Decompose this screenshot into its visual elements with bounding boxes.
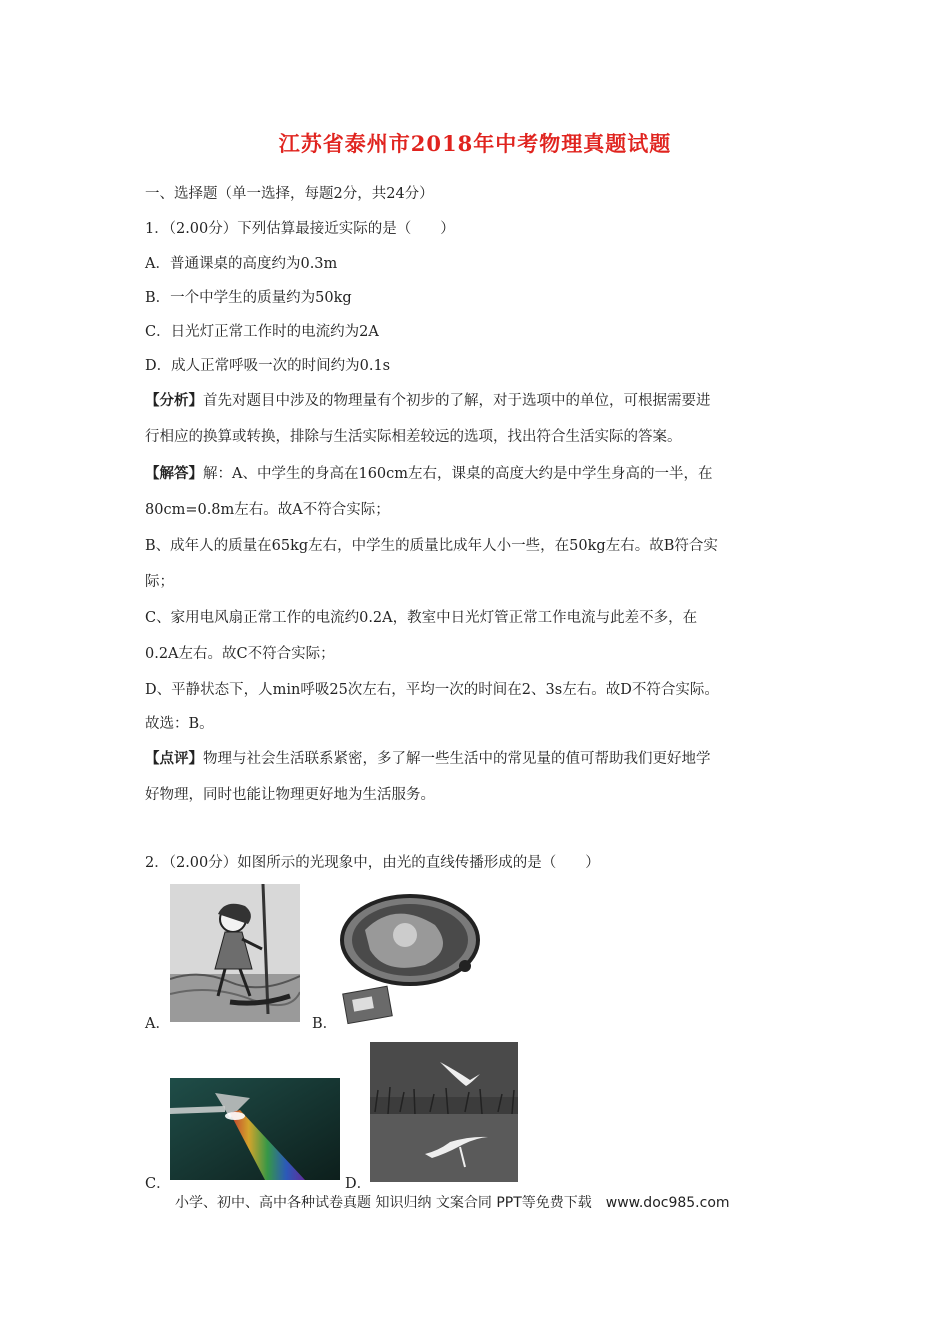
analysis-tag: 【分析】 — [145, 392, 203, 409]
analysis-text: 首先对题目中涉及的物理量有个初步的了解，对于选项中的单位，可根据需要进 — [203, 393, 711, 409]
option-a-image — [170, 884, 300, 1022]
q1-option-b: B．一个中学生的质量约为50kg — [145, 290, 352, 306]
option-d-image — [370, 1042, 518, 1182]
q1-answer-line-7: D、平静状态下，人min呼吸25次左右，平均一次的时间在2、3s左右。故D不符合实际。 — [145, 682, 719, 698]
q1-option-a: A．普通课桌的高度约为0.3m — [145, 256, 338, 272]
q1-comment-line-1 — [145, 747, 711, 768]
q1-answer-line-6: 0.2A左右。故C不符合实际； — [145, 646, 335, 662]
q1-analysis-line-2: 行相应的换算或转换，排除与生活实际相差较远的选项，找出符合生活实际的答案。 — [145, 429, 682, 445]
option-c-image — [170, 1078, 340, 1180]
q2-label-d: D． — [345, 1176, 372, 1192]
answer-text: 解：A、中学生的身高在160cm左右，课桌的高度大约是中学生身高的一半，在 — [203, 466, 713, 482]
comment-tag: 【点评】 — [145, 750, 203, 767]
q2-label-c: C． — [145, 1176, 171, 1192]
q2-stem: 2．（2.00分）如图所示的光现象中，由光的直线传播形成的是（ ） — [145, 855, 600, 871]
q1-answer-line-4: 际； — [145, 574, 174, 590]
q1-answer-line-3: B、成年人的质量在65kg左右，中学生的质量比成年人小一些，在50kg左右。故B符合实 — [145, 538, 718, 554]
q2-label-a: A． — [145, 1016, 170, 1032]
comment-text: 物理与社会生活联系紧密，多了解一些生活中的常见量的值可帮助我们更好地学 — [203, 751, 711, 767]
q1-comment-line-2: 好物理，同时也能让物理更好地为生活服务。 — [145, 787, 435, 803]
q2-label-b: B． — [312, 1016, 338, 1032]
footer-text: 小学、初中、高中各种试卷真题 知识归纳 文案合同 PPT等免费下载 www.doc985.com — [175, 1195, 730, 1211]
q1-stem: 1．（2.00分）下列估算最接近实际的是（ ） — [145, 221, 455, 237]
q1-option-d: D．成人正常呼吸一次的时间约为0.1s — [145, 358, 391, 374]
q1-answer-line-1 — [145, 462, 713, 483]
q1-analysis-line-1 — [145, 389, 711, 410]
section-heading: 一、选择题（单一选择，每题2分，共24分） — [145, 186, 434, 202]
q1-option-c: C．日光灯正常工作时的电流约为2A — [145, 324, 379, 340]
q1-answer-line-5: C、家用电风扇正常工作的电流约0.2A，教室中日光灯管正常工作电流与此差不多，在 — [145, 610, 698, 626]
page-title: 江苏省泰州市2018年中考物理真题试题 — [278, 131, 672, 156]
option-b-image — [335, 890, 485, 1030]
q1-answer-line-2: 80cm=0.8m左右。故A不符合实际； — [145, 502, 390, 518]
answer-tag: 【解答】 — [145, 465, 203, 482]
q1-answer-line-8: 故选：B。 — [145, 716, 214, 732]
